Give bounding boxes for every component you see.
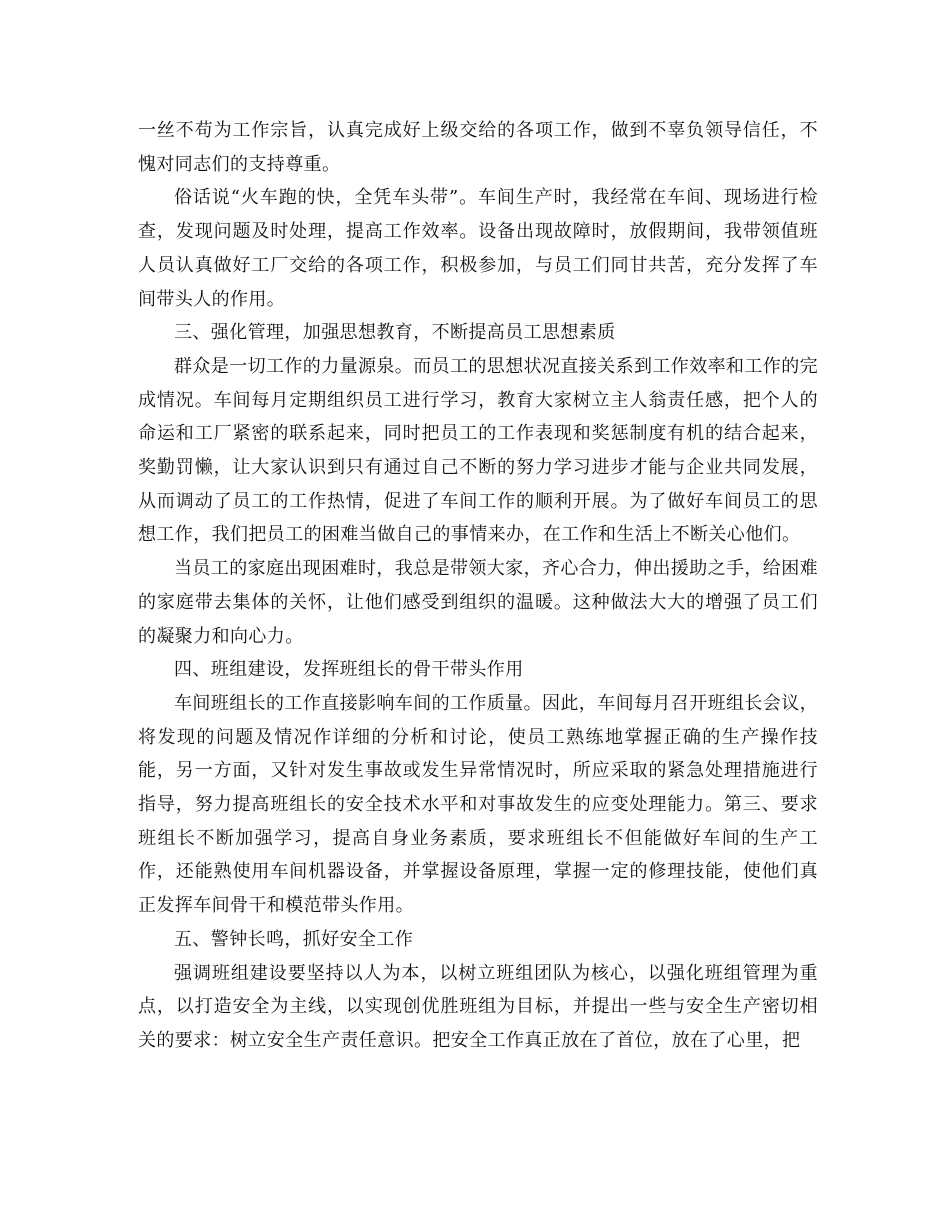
paragraph-team-leaders: 车间班组长的工作直接影响车间的工作质量。因此，车间每月召开班组长会议，将发现的问题及情况作详细的分析和讨论，使员工熟练地掌握正确的生产操作技能，另一方面，又针对发生事故或发生异常情况时，所应采取的紧急处理措施进行指导，努力提高班组长的安全技术水平和对事故发生的应变处理能力。第三、要求班组长不断加强学习，提高自身业务素质，要求班组长不但能做好车间的生产工作，还能熟使用车间机器设备，并掌握设备原理，掌握一定的修理技能，使他们真正发挥车间骨干和模范带头作用。 <box>138 692 818 917</box>
paragraph-family-care: 当员工的家庭出现困难时，我总是带领大家，齐心合力，伸出援助之手，给困难的家庭带去集体的关怀，让他们感受到组织的温暖。这种做法大大的增强了员工们的凝聚力和向心力。 <box>138 558 818 647</box>
section-heading-3: 三、强化管理，加强思想教育，不断提高员工思想素质 <box>174 322 616 344</box>
paragraph-train-saying: 俗话说“火车跑的快，全凭车头带”。车间生产时，我经常在车间、现场进行检查，发现问题及时处理，提高工作效率。设备出现故障时，放假期间，我带领值班人员认真做好工厂交给的各项工作，积极参加，与员工们同甘共苦，充分发挥了车间带头人的作用。 <box>138 187 818 310</box>
section-heading-5: 五、警钟长鸣，抓好安全工作 <box>174 928 414 950</box>
section-heading-4: 四、班组建设，发挥班组长的骨干带头作用 <box>174 659 524 681</box>
paragraph-thought-education: 群众是一切工作的力量源泉。而员工的思想状况直接关系到工作效率和工作的完成情况。车间每月定期组织员工进行学习，教育大家树立主人翁责任感，把个人的命运和工厂紧密的联系起来，同时把员工的工作表现和奖惩制度有机的结合起来，奖勤罚懒，让大家认识到只有通过自己不断的努力学习进步才能与企业共同发展，从而调动了员工的工作热情，促进了车间工作的顺利开展。为了做好车间员工的思想工作，我们把员工的困难当做自己的事情来办，在工作和生活上不断关心他们。 <box>138 355 818 546</box>
paragraph-continuation: 一丝不苟为工作宗旨，认真完成好上级交给的各项工作，做到不辜负领导信任，不愧对同志们的支持尊重。 <box>138 120 818 175</box>
paragraph-safety: 强调班组建设要坚持以人为本，以树立班组团队为核心，以强化班组管理为重点，以打造安全为主线，以实现创优胜班组为目标，并提出一些与安全生产密切相关的要求：树立安全生产责任意识。把安全工作真正放在了首位，放在了心里，把 <box>138 962 818 1051</box>
